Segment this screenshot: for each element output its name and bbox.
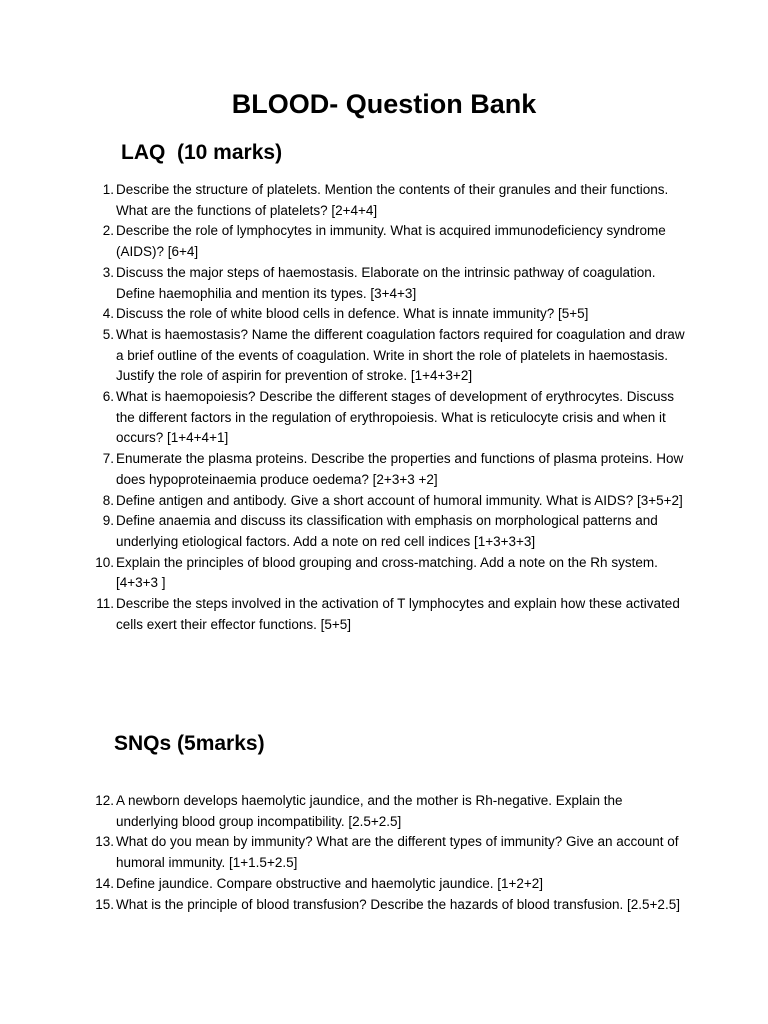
question-text: A newborn develops haemolytic jaundice, and the mother is Rh-negative. Explain the underlying blood group incompatibility. [2.5+2.5] xyxy=(116,793,623,829)
question-item-10 xyxy=(88,553,688,594)
laq-question-list xyxy=(88,180,688,635)
question-number: 14. xyxy=(95,875,114,891)
question-item-8 xyxy=(88,491,688,512)
question-item-7 xyxy=(88,449,688,490)
question-text: What is haemostasis? Name the different coagulation factors required for coagulation and draw a brief outline of the events of coagulation. Write in short the role of platelets in haemostasis. Justify the role of aspirin for prevention of stroke. [1+4+3+2] xyxy=(116,326,685,384)
question-text: What is the principle of blood transfusion? Describe the hazards of blood transfusion. [2.5+2.5] xyxy=(116,896,680,912)
question-text: Explain the principles of blood grouping and cross-matching. Add a note on the Rh system. [4+3+3 ] xyxy=(116,554,658,591)
question-item-5 xyxy=(88,325,688,387)
question-item-9 xyxy=(88,511,688,552)
question-number: 3. xyxy=(102,264,114,280)
question-number: 8. xyxy=(102,492,114,508)
question-number: 10. xyxy=(95,554,114,570)
question-item-1 xyxy=(88,180,688,221)
snq-question-list xyxy=(88,791,688,915)
question-item-3 xyxy=(88,263,688,304)
question-item-11 xyxy=(88,594,688,635)
question-number: 2. xyxy=(102,223,114,239)
question-item-13 xyxy=(88,832,688,873)
question-item-14 xyxy=(88,874,688,895)
question-number: 1. xyxy=(102,182,114,197)
question-text: Define jaundice. Compare obstructive and haemolytic jaundice. [1+2+2] xyxy=(116,875,544,891)
question-text: Enumerate the plasma proteins. Describe the properties and functions of plasma proteins. How does hypoproteinaemia produce oedema? [2+3+3 +2] xyxy=(116,451,684,487)
question-number: 4. xyxy=(102,306,114,322)
laq-section-heading: LAQ (10 marks) xyxy=(121,141,283,164)
question-number: 6. xyxy=(102,389,114,405)
page-title: BLOOD- Question Bank xyxy=(231,89,537,119)
question-number: 12. xyxy=(95,793,114,808)
question-item-2 xyxy=(88,221,688,262)
question-item-4 xyxy=(88,304,688,325)
question-text: Describe the role of lymphocytes in immunity. What is acquired immunodeficiency syndrome (AIDS)? [6+4] xyxy=(116,223,666,260)
question-text: What do you mean by immunity? What are the different types of immunity? Give an account of humoral immunity. [1+1.5+2.5] xyxy=(116,834,679,871)
question-text: Describe the steps involved in the activation of T lymphocytes and explain how these activated cells exert their effector functions. [5+5] xyxy=(116,596,680,632)
question-item-15 xyxy=(88,895,688,916)
question-number: 9. xyxy=(102,513,114,529)
question-number: 5. xyxy=(102,326,114,342)
question-text: Describe the structure of platelets. Mention the contents of their granules and their functions. What are the functions of platelets? [2+4+4] xyxy=(116,182,669,218)
question-text: What is haemopoiesis? Describe the different stages of development of erythrocytes. Discuss the different factors in the regulation of erythropoiesis. What is reticulocyte crisis and when it occurs? [1+4+4+1] xyxy=(116,389,675,446)
question-number: 15. xyxy=(95,896,114,912)
question-text: Discuss the role of white blood cells in defence. What is innate immunity? [5+5] xyxy=(116,306,589,322)
question-text: Discuss the major steps of haemostasis. Elaborate on the intrinsic pathway of coagulation. Define haemophilia and mention its types. [3+4+3] xyxy=(116,264,656,301)
snq-section-heading: SNQs (5marks) xyxy=(114,732,265,755)
question-item-12 xyxy=(88,791,688,832)
question-number: 13. xyxy=(95,834,114,850)
question-text: Define anaemia and discuss its classification with emphasis on morphological patterns and underlying etiological factors. Add a note on red cell indices [1+3+3+3] xyxy=(116,513,658,549)
question-number: 11. xyxy=(96,596,114,612)
question-number: 7. xyxy=(102,451,114,467)
question-item-6 xyxy=(88,387,688,449)
question-text: Define antigen and antibody. Give a short account of humoral immunity. What is AIDS? [3+5+2] xyxy=(116,492,683,508)
